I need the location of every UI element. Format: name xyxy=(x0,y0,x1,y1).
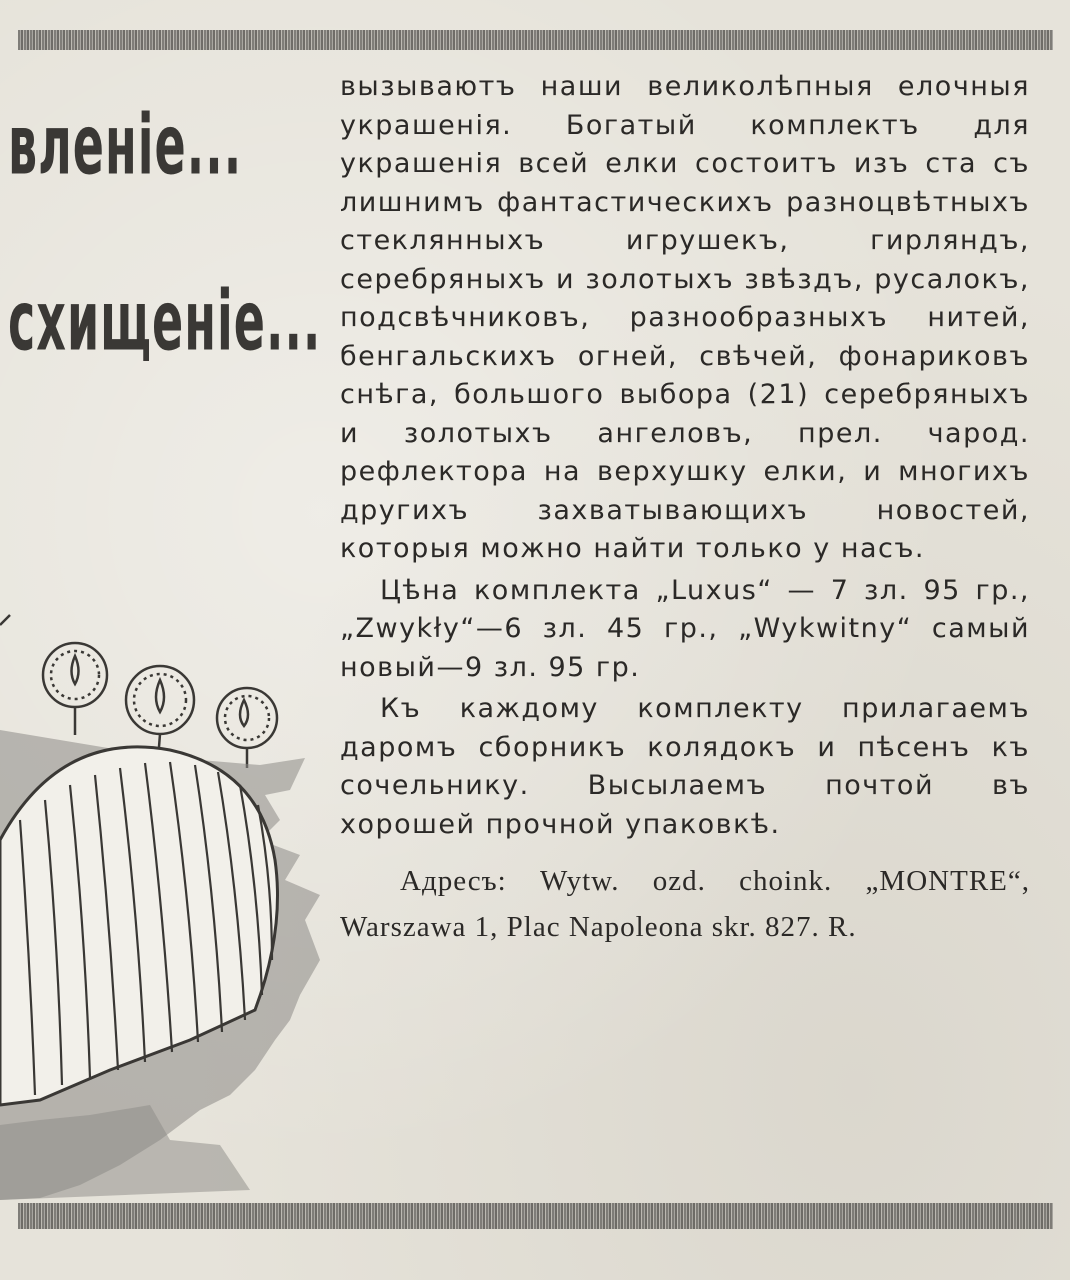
body-paragraph-bonus: Къ каждому комплекту прилагаемъ даромъ сборникъ колядокъ и пѣсенъ къ сочельнику. Высылаемъ почтой въ хорошей прочной упаковкѣ. xyxy=(340,693,1030,840)
christmas-tree-illustration xyxy=(0,600,330,1200)
bottom-border-rule xyxy=(18,1203,1053,1229)
body-paragraph-prices: Цѣна комплекта „Luxus“ — 7 зл. 95 гр., „Zwykły“—6 зл. 45 гр., „Wykwitny“ самый новый—9 зл. 95 гр. xyxy=(340,574,1030,683)
headline-line-2: схищеніе... xyxy=(8,272,322,370)
advertisement-text-column xyxy=(340,68,1030,950)
top-border-rule xyxy=(18,30,1053,50)
headline-line-1: вленіе... xyxy=(8,96,243,194)
body-paragraph-description: вызываютъ наши великолѣпныя елочныя украшенія. Богатый комплектъ для украшенія всей елки состоитъ изъ ста съ лишнимъ фантастическихъ разноцвѣтныхъ стеклянныхъ игрушекъ, гирляндъ, серебряныхъ и золотыхъ звѣздъ, русалокъ, подсвѣчниковъ, разнообразныхъ нитей, бенгальскихъ огней, свѣчей, фонариковъ снѣга, большого выбора (21) серебряныхъ и золотыхъ ангеловъ, прел. чарод. рефлектора на верхушку елки, и многихъ другихъ захватывающихъ новостей, которыя можно найти только у насъ. xyxy=(340,71,1030,564)
body-paragraph-address: Адресъ: Wytw. ozd. choink. „MONTRE“, Warszawa 1, Plac Napoleona skr. 827. R. xyxy=(340,865,1030,943)
